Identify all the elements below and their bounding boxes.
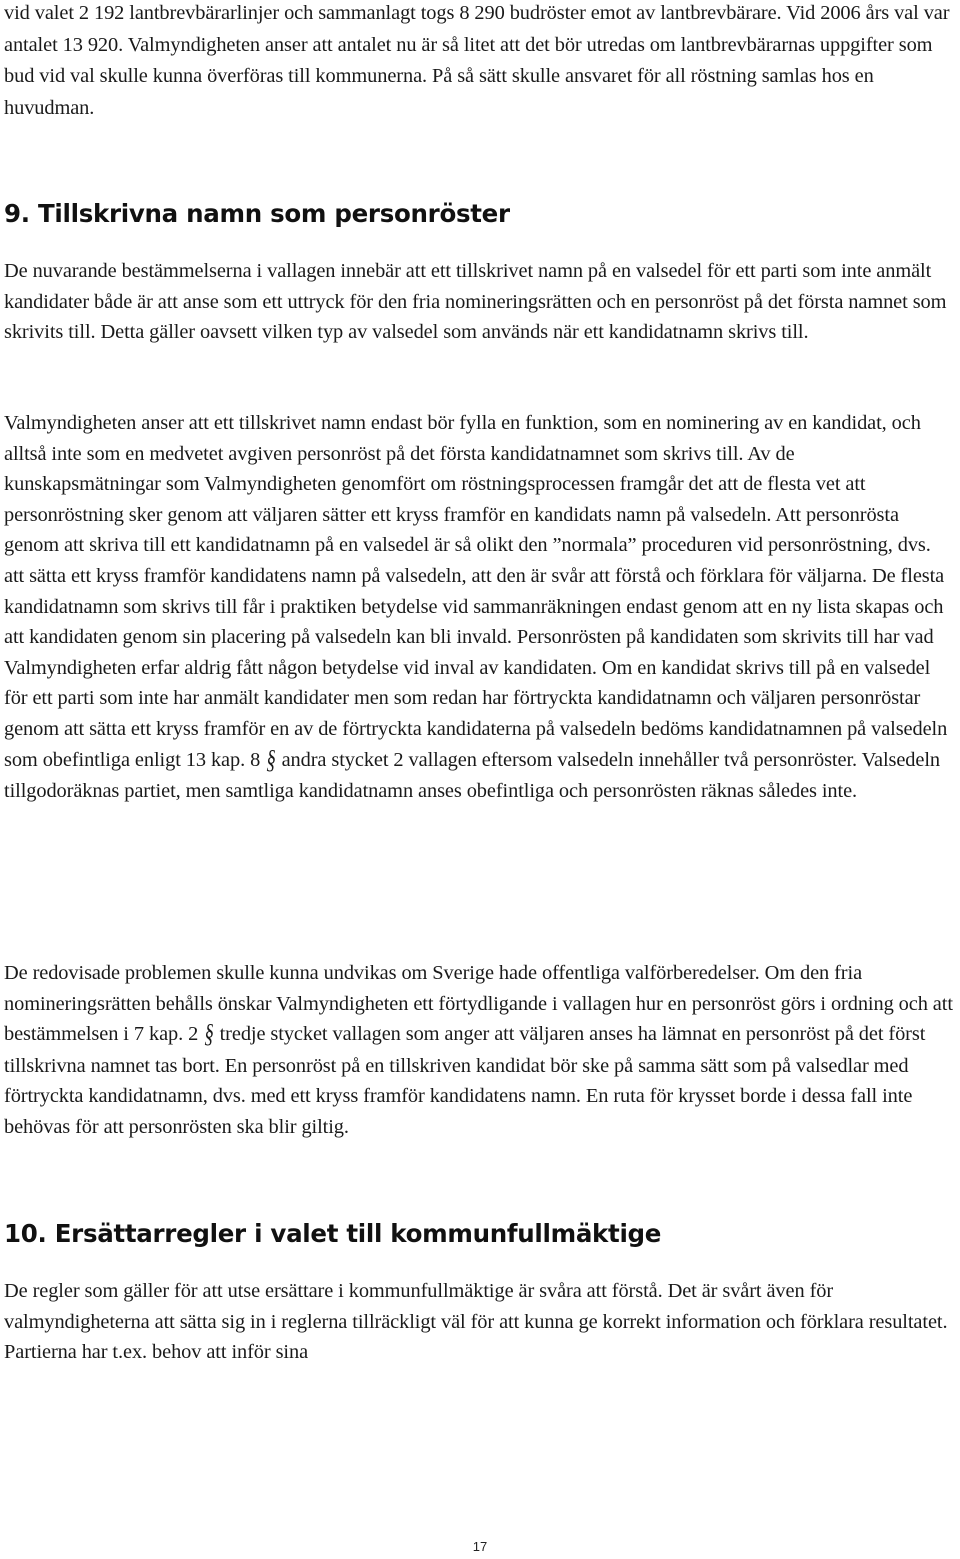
section-10-paragraph-1: De regler som gäller för att utse ersättare i kommunfullmäktige är svåra att förstå. Det är svårt även för valmyndigheterna att sätta sig in i reglerna tillräckligt väl för att kunna ge korrekt information och förklara resultatet. Partierna har t.ex. behov att inför sina <box>4 1280 948 1364</box>
intro-paragraph: vid valet 2 192 lantbrevbärarlinjer och sammanlagt togs 8 290 budröster emot av lantbrevbärare. Vid 2006 års val var antalet 13 920. Valmyndigheten anser att antalet nu är så litet att det bör utredas om lantbrevbärarnas uppgifter som bud vid val skulle kunna överföras till kommunerna. På så sätt skulle ansvaret för all röstning samlas hos en huvudman. <box>4 2 950 119</box>
section-symbol: § <box>204 1019 214 1050</box>
section-9-paragraph-1: De nuvarande bestämmelserna i vallagen innebär att ett tillskrivet namn på en valsedel för ett parti som inte anmält kandidater både är att anse som ett uttryck för den fria nomineringsrätten och en personröst på det första namnet som skrivits till. Detta gäller oavsett vilken typ av valsedel som används när ett kandidatnamn skrivs till. <box>4 260 947 344</box>
section-9-paragraph-2 <box>4 408 954 807</box>
section-9-heading: 9. Tillskrivna namn som personröster <box>4 199 510 228</box>
section-9-paragraph-2-part-b: andra stycket 2 vallagen eftersom valsedeln innehåller två personröster. Valsedeln tillgodoräknas partiet, men samtliga kandidatnamn anses obefintliga och personrösten räknas således inte. <box>4 748 941 803</box>
section-9-paragraph-3-part-a: De redovisade problemen skulle kunna undvikas om Sverige hade offentliga valförberedelser. Om den fria nomineringsrätten behålls önskar Valmyndigheten ett förtydligande i vallagen hur en personröst görs i ordning och att bestämmelsen i 7 kap. 2 <box>4 962 953 1046</box>
section-9-paragraph-3 <box>4 958 954 1143</box>
section-symbol: § <box>266 745 276 775</box>
section-9-paragraph-3-part-b: tredje stycket vallagen som anger att väljaren anses ha lämnat en personröst på det först tillskrivna namnet tas bort. En personröst på en tillskriven kandidat bör ske på samma sätt som på valsedlar med förtryckta kandidatnamn, dvs. med ett kryss framför kandidatens namn. En ruta för krysset borde i dessa fall inte behövas för att personrösten ska blir giltig. <box>4 1023 926 1138</box>
page-number: 17 <box>472 1539 488 1554</box>
section-10-heading: 10. Ersättarregler i valet till kommunfullmäktige <box>4 1219 662 1248</box>
section-9-paragraph-2-part-a: Valmyndigheten anser att ett tillskrivet namn endast bör fylla en funktion, som en nominering av en kandidat, och alltså inte som en medvetet avgiven personröst på det första kandidatnamnet som skrivs till. Av de kunskapsmätningar som Valmyndigheten genomfört om röstningsprocessen framgår det att de flesta vet att personröstning sker genom att väljaren sätter ett kryss framför en kandidats namn på valsedeln. Att personrösta genom att skriva till ett kandidatnamn på en valsedel är så olikt den ”normala” proceduren vid personröstning, dvs. att sätta ett kryss framför kandidatens namn på valsedeln, att den är svår att förstå och förklara för väljarna. De flesta kandidatnamn som skrivs till får i praktiken betydelse vid sammanräkningen endast genom att en ny lista skapas och att kandidaten genom sin placering på valsedeln kan bli invald. Personrösten på kandidaten som skrivits till har vad Valmyndigheten erfar aldrig fått någon betydelse vid inval av kandidaten. Om en kandidat skrivs till på en valsedel för ett parti som inte har anmält kandidater men som redan har förtryckta kandidatnamn och väljaren personröstar genom att sätta ett kryss framför en av de förtryckta kandidaterna på valsedeln bedöms kandidatnamnen på valsedeln som obefintliga enligt 13 kap. 8 <box>4 412 948 771</box>
